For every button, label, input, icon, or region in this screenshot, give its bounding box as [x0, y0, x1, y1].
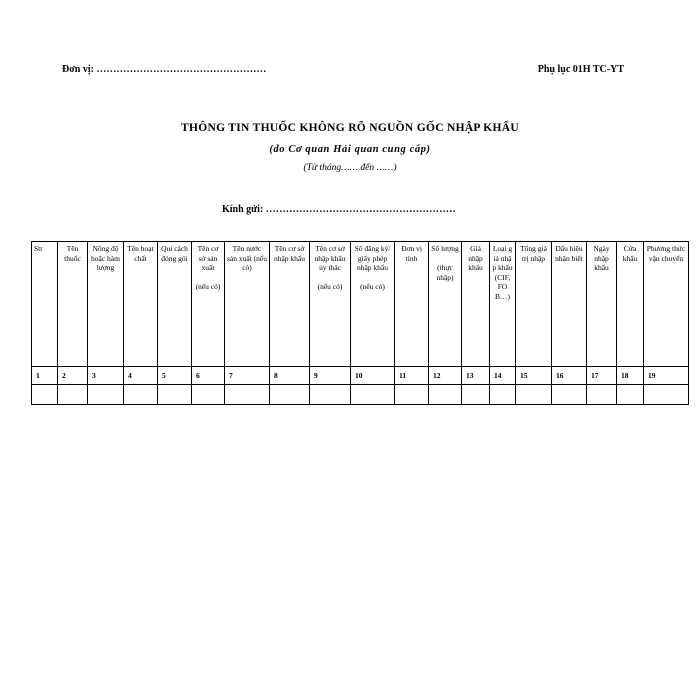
col-header-entrusted-importer: Tên cơ sở nhập khẩu ủy thác (nếu có) — [310, 242, 351, 367]
table-cell — [310, 385, 351, 405]
col-header-country: Tên nước sản xuất (nếu có) — [225, 242, 270, 367]
appendix-label: Phụ lục 01H TC-YT — [537, 64, 624, 75]
col-header-quantity: Số lượng (thực nhập) — [429, 242, 462, 367]
table-cell — [617, 385, 644, 405]
col-header-transport: Phương thức vận chuyển — [644, 242, 689, 367]
col-number: 17 — [587, 367, 617, 385]
table-cell — [644, 385, 689, 405]
recipient-field: Kính gửi: ………………………………………………… — [222, 204, 456, 215]
column-number-row — [32, 367, 689, 385]
col-number: 3 — [88, 367, 124, 385]
table-cell — [351, 385, 395, 405]
document-subtitle: (do Cơ quan Hải quan cung cấp) — [269, 144, 431, 155]
col-header-price-type: Loại giá nhập khẩu (CIF, FOB…) — [490, 242, 516, 367]
col-number: 10 — [351, 367, 395, 385]
unit-field: Đơn vị: …………………………………………… — [62, 64, 267, 75]
table-cell — [32, 385, 58, 405]
table-cell — [587, 385, 617, 405]
col-header-import-price: Giá nhập khẩu — [462, 242, 490, 367]
col-number: 8 — [270, 367, 310, 385]
col-header-border-gate: Cửa khẩu — [617, 242, 644, 367]
col-header-manufacturer: Tên cơ sở sản xuất (nếu có) — [192, 242, 225, 367]
table-cell — [462, 385, 490, 405]
col-header-active-ingredient: Tên hoạt chất — [124, 242, 158, 367]
document-title: THÔNG TIN THUỐC KHÔNG RÕ NGUỒN GỐC NHẬP KHẨU — [181, 122, 519, 134]
table-cell — [516, 385, 552, 405]
col-header-unit: Đơn vị tính — [395, 242, 429, 367]
col-number: 12 — [429, 367, 462, 385]
col-number: 9 — [310, 367, 351, 385]
table-cell — [270, 385, 310, 405]
col-number: 14 — [490, 367, 516, 385]
col-number: 1 — [32, 367, 58, 385]
table-cell — [158, 385, 192, 405]
col-header-identification: Dấu hiệu nhận biết — [552, 242, 587, 367]
table-cell — [395, 385, 429, 405]
col-header-importer: Tên cơ sở nhập khẩu — [270, 242, 310, 367]
col-number: 19 — [644, 367, 689, 385]
import-info-table — [31, 241, 689, 405]
header-row — [32, 242, 689, 367]
col-header-total-value: Tổng giá trị nhập — [516, 242, 552, 367]
col-number: 15 — [516, 367, 552, 385]
col-number: 13 — [462, 367, 490, 385]
col-header-drug-name: Tên thuốc — [58, 242, 88, 367]
col-number: 16 — [552, 367, 587, 385]
col-number: 5 — [158, 367, 192, 385]
table-cell — [124, 385, 158, 405]
col-header-registration: Số đăng ký/ giấy phép nhập khẩu (nếu có) — [351, 242, 395, 367]
col-number: 6 — [192, 367, 225, 385]
col-number: 18 — [617, 367, 644, 385]
table-cell — [490, 385, 516, 405]
table-cell — [552, 385, 587, 405]
table-cell — [58, 385, 88, 405]
empty-data-row — [32, 385, 689, 405]
col-header-import-date: Ngày nhập khẩu — [587, 242, 617, 367]
table-cell — [88, 385, 124, 405]
table-cell — [429, 385, 462, 405]
col-header-concentration: Nồng độ hoặc hàm lượng — [88, 242, 124, 367]
table-cell — [192, 385, 225, 405]
col-header-stt: Stt — [32, 242, 58, 367]
col-header-packaging: Qui cách đóng gói — [158, 242, 192, 367]
table-cell — [225, 385, 270, 405]
col-number: 11 — [395, 367, 429, 385]
col-number: 4 — [124, 367, 158, 385]
reporting-period: (Từ tháng…… đến ……) — [303, 163, 397, 173]
col-number: 7 — [225, 367, 270, 385]
col-number: 2 — [58, 367, 88, 385]
